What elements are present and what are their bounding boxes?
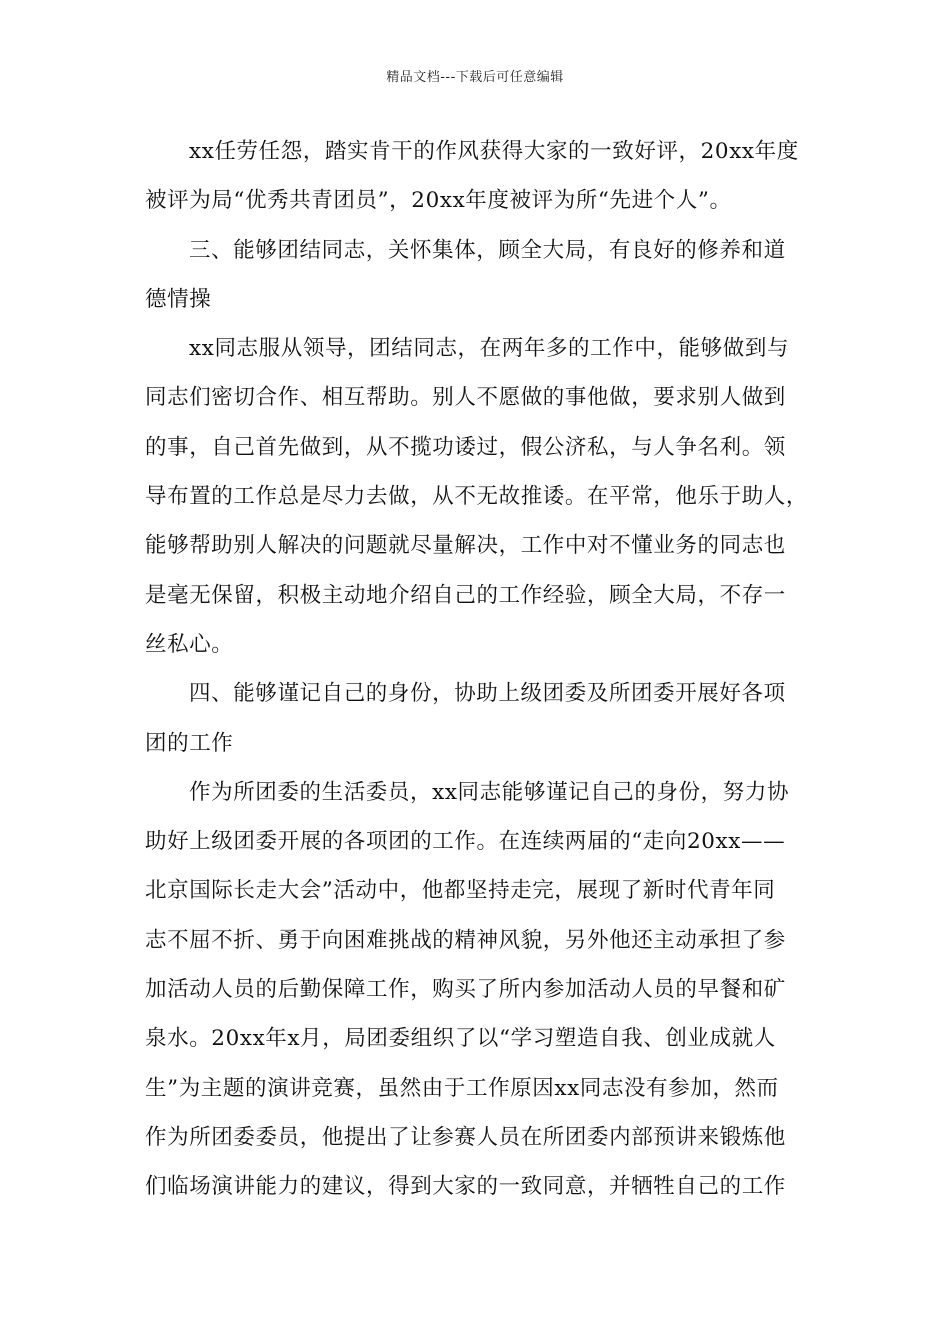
paragraph-line: 作为所团委的生活委员，xx同志能够谨记自己的身份，努力协	[189, 779, 790, 805]
section-heading-line: 四、能够谨记自己的身份，协助上级团委及所团委开展好各项	[189, 681, 786, 707]
paragraph-line: xx任劳任怨，踏实肯干的作风获得大家的一致好评，20xx年度	[189, 139, 799, 164]
paragraph-line: 泉水。20xx年x月，局团委组织了以“学习塑造自我、创业成就人	[145, 1026, 776, 1052]
paragraph-line: 的事，自己首先做到，从不揽功诿过，假公济私，与人争名利。领	[145, 434, 786, 460]
paragraph-line: 们临场演讲能力的建议，得到大家的一致同意，并牺牲自己的工作	[145, 1174, 786, 1200]
paragraph-line: 生”为主题的演讲竞赛，虽然由于工作原因xx同志没有参加，然而	[145, 1075, 779, 1101]
paragraph-line: 作为所团委委员，他提出了让参赛人员在所团委内部预讲来锻炼他	[145, 1124, 786, 1150]
page-header: 精品文档---下载后可任意编辑	[386, 70, 564, 85]
paragraph-line: 导布置的工作总是尽力去做，从不无故推诿。在平常，他乐于助人，	[145, 484, 809, 510]
section-heading-line: 三、能够团结同志，关怀集体，顾全大局，有良好的修养和道	[189, 237, 786, 263]
paragraph-line: 是毫无保留，积极主动地介绍自己的工作经验，顾全大局，不存一	[145, 582, 786, 608]
section-heading-line: 德情操	[145, 286, 212, 312]
document-body	[145, 132, 817, 1217]
paragraph-line: 能够帮助别人解决的问题就尽量解决，工作中对不懂业务的同志也	[145, 533, 786, 559]
paragraph-line: 被评为局“优秀共青团员”，20xx年度被评为所“先进个人”。	[145, 188, 732, 214]
paragraph-line: 志不屈不折、勇于向困难挑战的精神风貌，另外他还主动承担了参	[145, 927, 786, 953]
paragraph-line: 同志们密切合作、相互帮助。别人不愿做的事他做，要求别人做到	[145, 385, 786, 411]
paragraph-line: 助好上级团委开展的各项团的工作。在连续两届的“走向20xx——	[145, 829, 786, 855]
paragraph-line: xx同志服从领导，团结同志，在两年多的工作中，能够做到与	[189, 336, 790, 362]
paragraph-line: 加活动人员的后勤保障工作，购买了所内参加活动人员的早餐和矿	[145, 977, 786, 1003]
section-heading-line: 团的工作	[145, 730, 234, 756]
paragraph-line: 丝私心。	[145, 631, 234, 657]
paragraph-line: 北京国际长走大会”活动中，他都坚持走完，展现了新时代青年同	[145, 878, 776, 904]
